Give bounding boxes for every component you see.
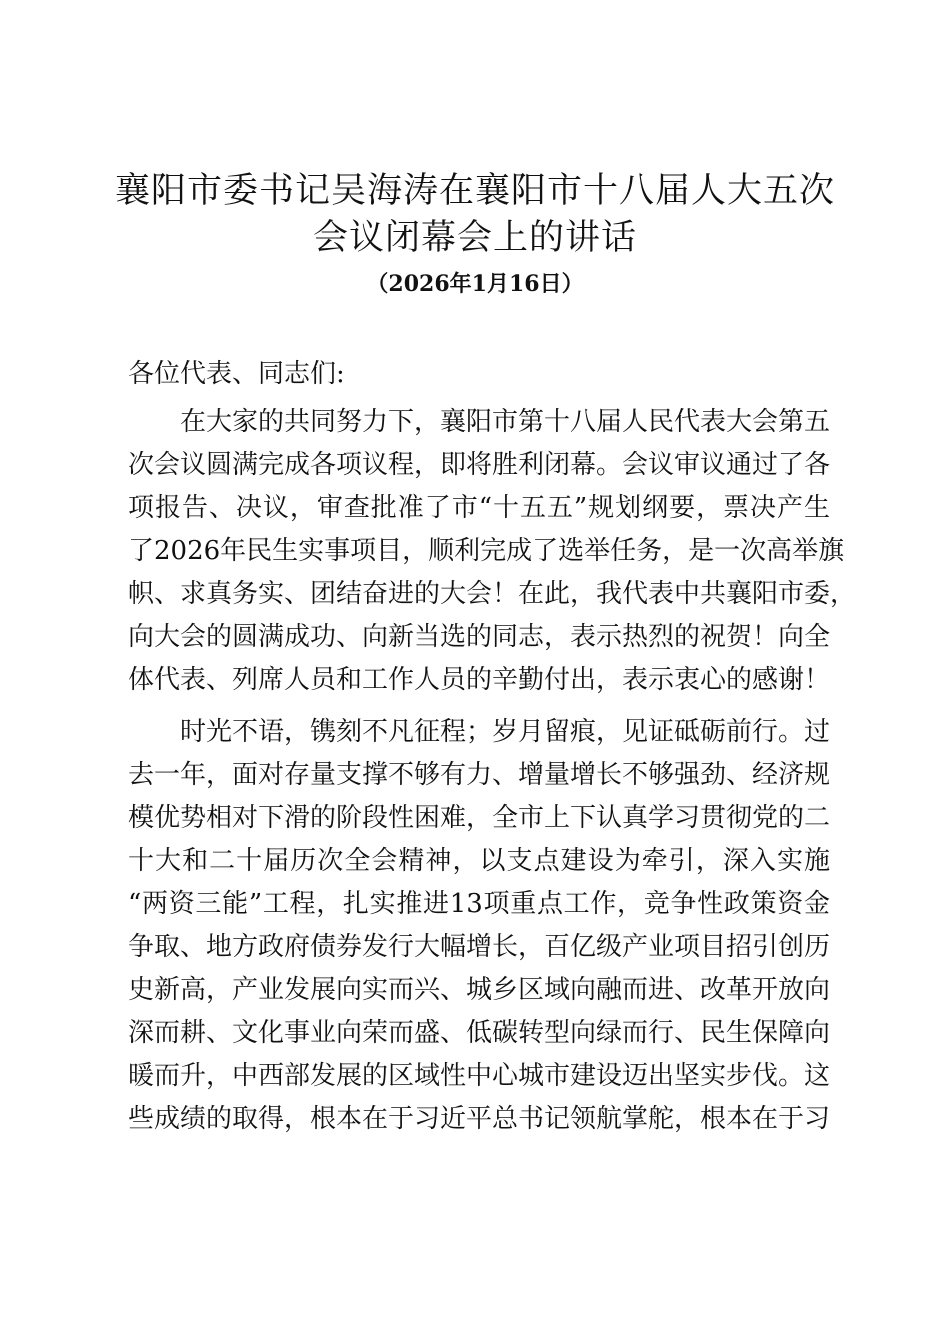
paragraph-line: 项报告、决议，审查批准了市“十五五”规划纲要，票决产生: [128, 493, 830, 523]
paragraph-line: 在大家的共同努力下，襄阳市第十八届人民代表大会第五: [180, 407, 831, 437]
paragraph-line: 帜、求真务实、团结奋进的大会！在此，我代表中共襄阳市委，: [128, 579, 857, 609]
speech-date: （2026年1月16日）: [366, 271, 584, 297]
paragraph-line: 去一年，面对存量支撑不够有力、增量增长不够强劲、经济规: [128, 760, 831, 790]
paragraph-line: 争取、地方政府债券发行大幅增长，百亿级产业项目招引创历: [128, 932, 831, 962]
paragraph-line: 史新高，产业发展向实而兴、城乡区域向融而进、改革开放向: [128, 975, 831, 1005]
document-title-line-1: 襄阳市委书记吴海涛在襄阳市十八届人大五次: [114, 171, 835, 211]
paragraph-line: 了2026年民生实事项目，顺利完成了选举任务，是一次高举旗: [128, 536, 845, 566]
paragraph-line: 些成绩的取得，根本在于习近平总书记领航掌舵，根本在于习: [128, 1104, 831, 1134]
paragraph-line: 十大和二十届历次全会精神，以支点建设为牵引，深入实施: [128, 846, 830, 876]
paragraph-line: “两资三能”工程，扎实推进13项重点工作，竞争性政策资金: [128, 889, 830, 919]
paragraph-line: 体代表、列席人员和工作人员的辛勤付出，表示衷心的感谢！: [128, 665, 831, 695]
document-title-line-2: 会议闭幕会上的讲话: [312, 218, 637, 258]
paragraph-line: 模优势相对下滑的阶段性困难，全市上下认真学习贯彻党的二: [128, 803, 831, 833]
paragraph-line: 向大会的圆满成功、向新当选的同志，表示热烈的祝贺！向全: [128, 622, 831, 652]
paragraph-line: 深而耕、文化事业向荣而盛、低碳转型向绿而行、民生保障向: [128, 1018, 831, 1048]
paragraph-line: 次会议圆满完成各项议程，即将胜利闭幕。会议审议通过了各: [128, 450, 831, 480]
paragraph-line: 暖而升，中西部发展的区域性中心城市建设迈出坚实步伐。这: [128, 1061, 831, 1091]
greeting: 各位代表、同志们:: [128, 359, 345, 389]
paragraph-line: 时光不语，镌刻不凡征程；岁月留痕，见证砥砺前行。过: [180, 717, 831, 747]
